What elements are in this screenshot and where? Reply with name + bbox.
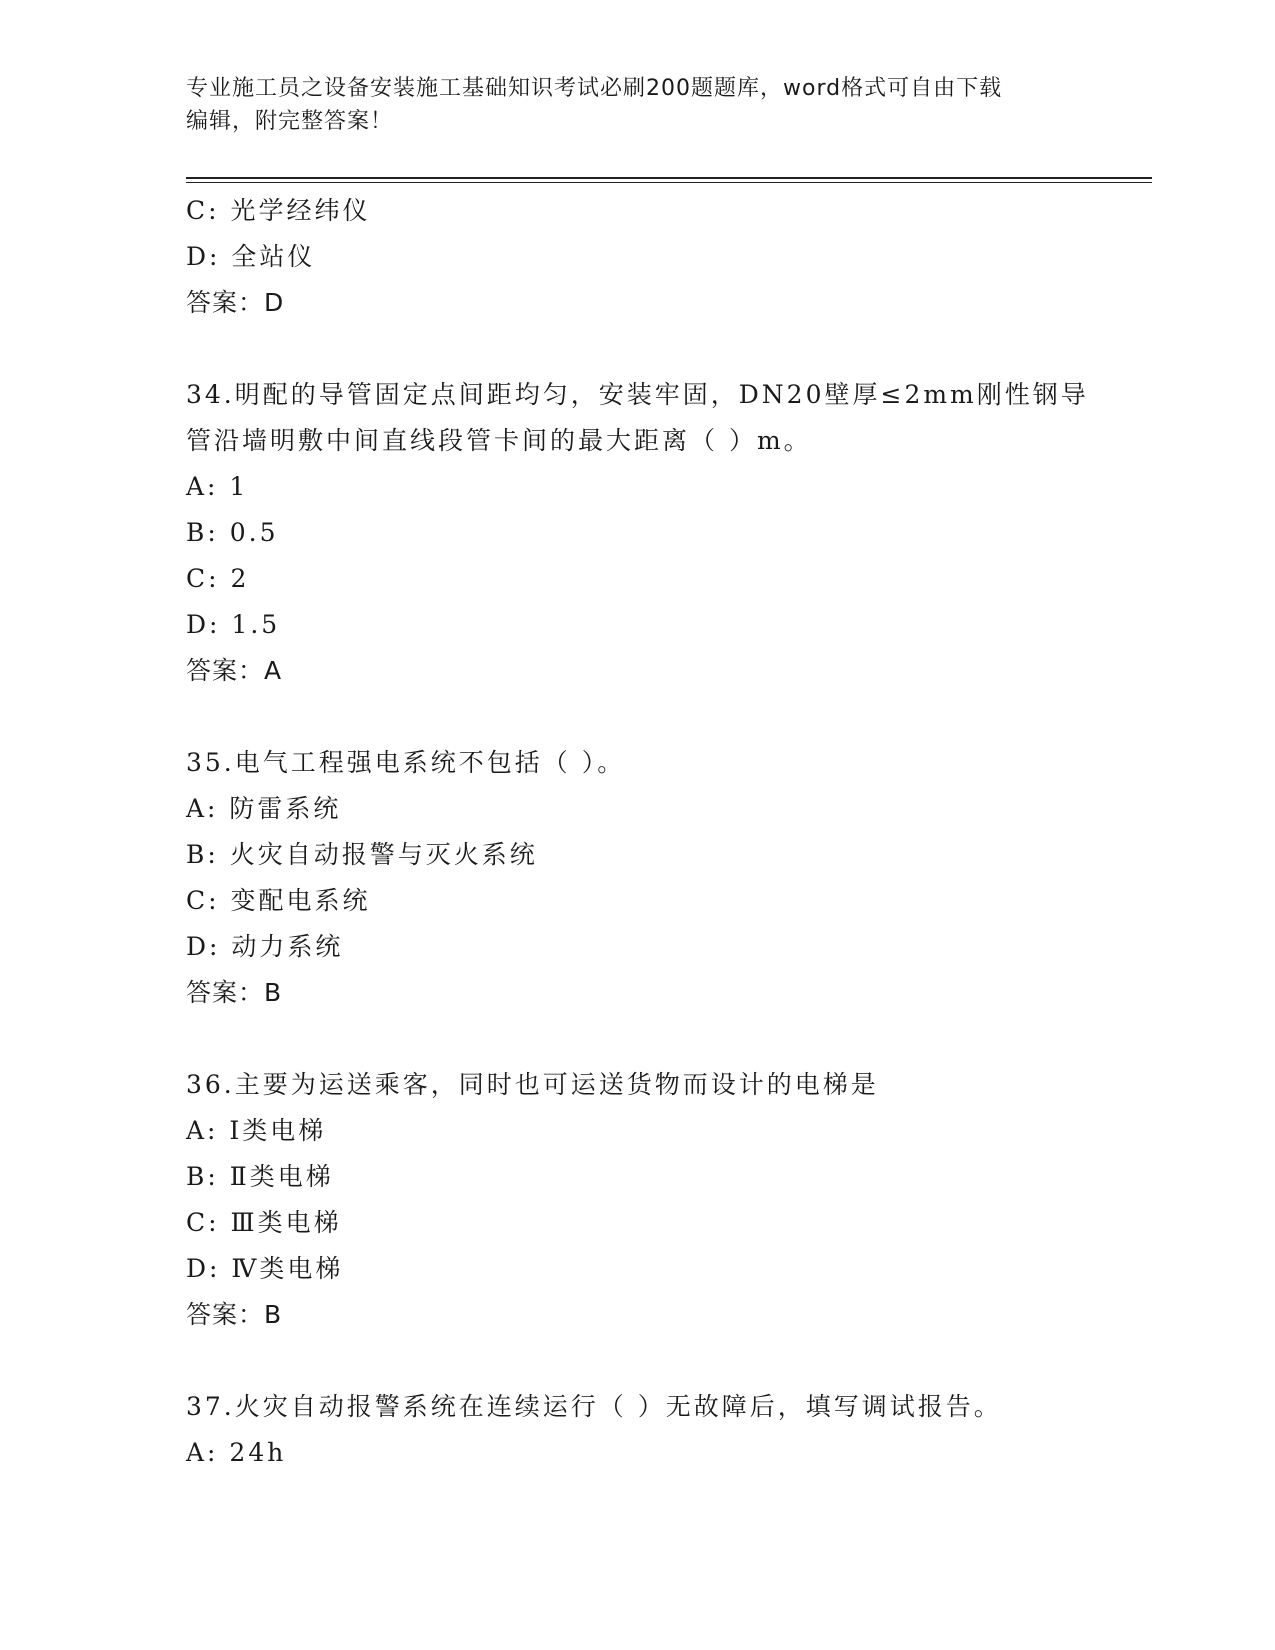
option-b: B: 0.5 xyxy=(186,518,279,547)
question-stem-continued: 管沿墙明敷中间直线段管卡间的最大距离（ ）m。 xyxy=(186,426,812,455)
answer-line: 答案：D xyxy=(186,288,285,317)
option-b: B: Ⅱ类电梯 xyxy=(186,1162,334,1191)
question-stem: 37.火灾自动报警系统在连续运行（ ）无故障后，填写调试报告。 xyxy=(186,1392,1002,1421)
question-34 xyxy=(186,372,1089,694)
option-d: D: 动力系统 xyxy=(186,932,344,961)
option-c: C: 光学经纬仪 xyxy=(186,196,371,225)
question-35 xyxy=(186,740,1086,1016)
header-rule-thin xyxy=(186,182,1152,183)
option-c: C: 2 xyxy=(186,564,250,593)
option-c: C: Ⅲ类电梯 xyxy=(186,1208,342,1237)
header-rule-thick xyxy=(186,177,1152,179)
option-d: D: Ⅳ类电梯 xyxy=(186,1254,344,1283)
answer-line: 答案：B xyxy=(186,1300,283,1329)
previous-question-tail xyxy=(186,188,1086,326)
question-36 xyxy=(186,1062,1086,1338)
document-header xyxy=(186,72,1086,138)
question-stem: 35.电气工程强电系统不包括（ ）。 xyxy=(186,748,626,777)
option-b: B: 火灾自动报警与灭火系统 xyxy=(186,840,538,869)
question-37 xyxy=(186,1384,1086,1476)
option-a: A: 24h xyxy=(186,1438,287,1467)
question-stem: 36.主要为运送乘客，同时也可运送货物而设计的电梯是 xyxy=(186,1070,879,1099)
option-d: D: 全站仪 xyxy=(186,242,316,271)
option-a: A: 防雷系统 xyxy=(186,794,342,823)
question-stem: 34.明配的导管固定点间距均匀，安装牢固，DN20壁厚≤2mm刚性钢导 xyxy=(186,380,1089,409)
question-list xyxy=(186,188,1089,1476)
answer-line: 答案：B xyxy=(186,978,283,1007)
option-a: A: 1 xyxy=(186,472,249,501)
header-line-2: 编辑，附完整答案！ xyxy=(186,109,394,134)
option-d: D: 1.5 xyxy=(186,610,281,639)
option-a: A: I类电梯 xyxy=(186,1116,327,1145)
header-line-1: 专业施工员之设备安装施工基础知识考试必刷200题题库，word格式可自由下载 xyxy=(186,76,1003,101)
answer-line: 答案：A xyxy=(186,656,283,685)
option-c: C: 变配电系统 xyxy=(186,886,371,915)
